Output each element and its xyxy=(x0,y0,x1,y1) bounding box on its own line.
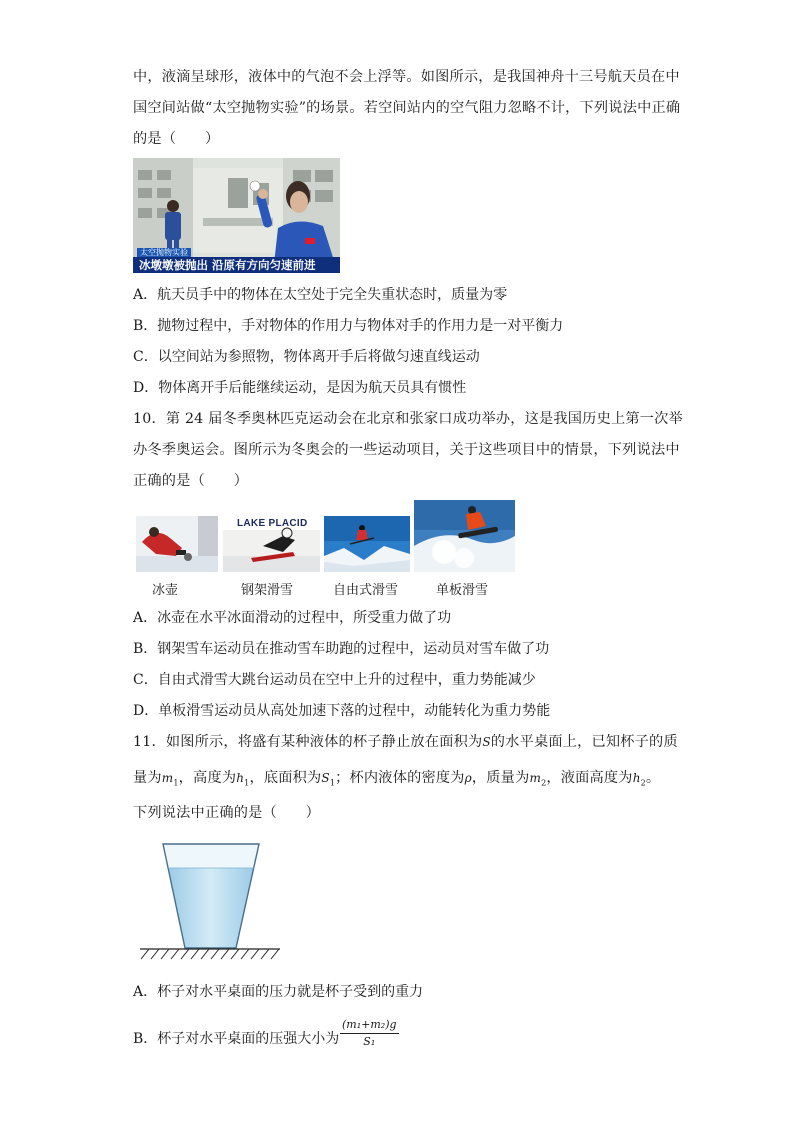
q11-line-3: 下列说法中正确的是（ ） xyxy=(133,805,321,821)
symbol-S: S xyxy=(482,735,491,749)
q11-line-1-b: 的水平桌面上，已知杯子的质 xyxy=(490,734,678,750)
symbol-m1: $m_1$ xyxy=(161,771,179,788)
symbol-rho: ρ xyxy=(464,771,472,785)
q11-line-2-c: ，底面积为 xyxy=(249,770,322,786)
table-hatching xyxy=(141,949,279,959)
q10-option-d: D．单板滑雪运动员从高处加速下落的过程中，动能转化为重力势能 xyxy=(133,703,551,719)
q10-option-c: C．自由式滑雪大跳台运动员在空中上升的过程中，重力势能减少 xyxy=(133,672,536,688)
cup-diagram xyxy=(135,838,285,964)
symbol-m2: $m_2$ xyxy=(529,771,547,788)
label-snowboard: 单板滑雪 xyxy=(436,583,489,598)
q11-line-2-g: 。 xyxy=(645,770,661,786)
freestyle-photo xyxy=(324,516,410,572)
q9-line-1: 中，液滴呈球形，液体中的气泡不会上浮等。如图所示，是我国神舟十三号航天员在中 xyxy=(133,69,680,85)
q10-line-3: 正确的是（ ） xyxy=(133,473,249,489)
fraction-numerator: (m₁+m₂)g xyxy=(340,1018,399,1034)
q9-option-a: A．航天员手中的物体在太空处于完全失重状态时，质量为零 xyxy=(133,287,508,303)
q11-line-2 xyxy=(133,768,660,793)
q9-line-3: 的是（ ） xyxy=(133,131,220,147)
symbol-h1: $h_1$ xyxy=(236,771,250,788)
cup-upper-glass xyxy=(163,844,259,868)
cup-liquid xyxy=(168,868,254,948)
q11-line-2-b: ，高度为 xyxy=(178,770,237,786)
q11-line-1-a: 11．如图所示，将盛有某种液体的杯子静止放在面积为 xyxy=(133,734,483,750)
curling-photo xyxy=(136,516,218,572)
pressure-fraction xyxy=(340,1018,399,1049)
q11-option-b: B．杯子对水平桌面的压强大小为 xyxy=(133,1031,340,1047)
q9-option-b: B．抛物过程中，手对物体的作用力与物体对手的作用力是一对平衡力 xyxy=(133,318,564,334)
q9-line-2: 国空间站做“太空抛物实验”的场景。若空间站内的空气阻力忽略不计，下列说法中正确 xyxy=(133,100,681,116)
q11-line-2-f: ，液面高度为 xyxy=(546,770,633,786)
q9-option-c: C．以空间站为参照物，物体离开手后将做匀速直线运动 xyxy=(133,349,480,365)
label-skeleton: 钢架滑雪 xyxy=(241,583,294,598)
q11-line-2-a: 量为 xyxy=(133,770,162,786)
skeleton-photo xyxy=(223,516,320,572)
q10-option-a: A．冰壶在水平冰面滑动的过程中，所受重力做了功 xyxy=(133,610,452,626)
q10-option-b: B．钢架雪车运动员在推动雪车助跑的过程中，运动员对雪车做了功 xyxy=(133,641,550,657)
photo-caption-bar: 冰墩墩被抛出 沿原有方向匀速前进 xyxy=(133,257,340,273)
label-freestyle: 自由式滑雪 xyxy=(333,583,399,598)
q11-option-a: A．杯子对水平桌面的压力就是杯子受到的重力 xyxy=(133,984,424,1000)
snowboard-photo xyxy=(414,500,515,572)
photo-caption-tag: 太空抛物实验 xyxy=(137,248,191,257)
symbol-h2: $h_2$ xyxy=(632,771,646,788)
q10-line-1: 10．第 24 届冬季奥林匹克运动会在北京和张家口成功举办，这是我国历史上第一次举 xyxy=(133,411,683,427)
space-station-photo xyxy=(133,158,340,273)
lake-placid-sign: LAKE PLACID xyxy=(237,518,308,529)
symbol-S1: $S_1$ xyxy=(321,771,336,788)
q9-option-d: D．物体离开手后能继续运动，是因为航天员具有惯性 xyxy=(133,380,467,396)
q10-line-2: 办冬季奥运会。图所示为冬奥会的一些运动项目，关于这些项目中的情景，下列说法中 xyxy=(133,442,680,458)
q11-line-1 xyxy=(133,732,678,752)
q11-line-2-e: ，质量为 xyxy=(471,770,530,786)
fraction-denominator: S₁ xyxy=(363,1035,376,1048)
q11-line-2-d: ；杯内液体的密度为 xyxy=(335,770,465,786)
label-curling: 冰壶 xyxy=(152,583,179,598)
